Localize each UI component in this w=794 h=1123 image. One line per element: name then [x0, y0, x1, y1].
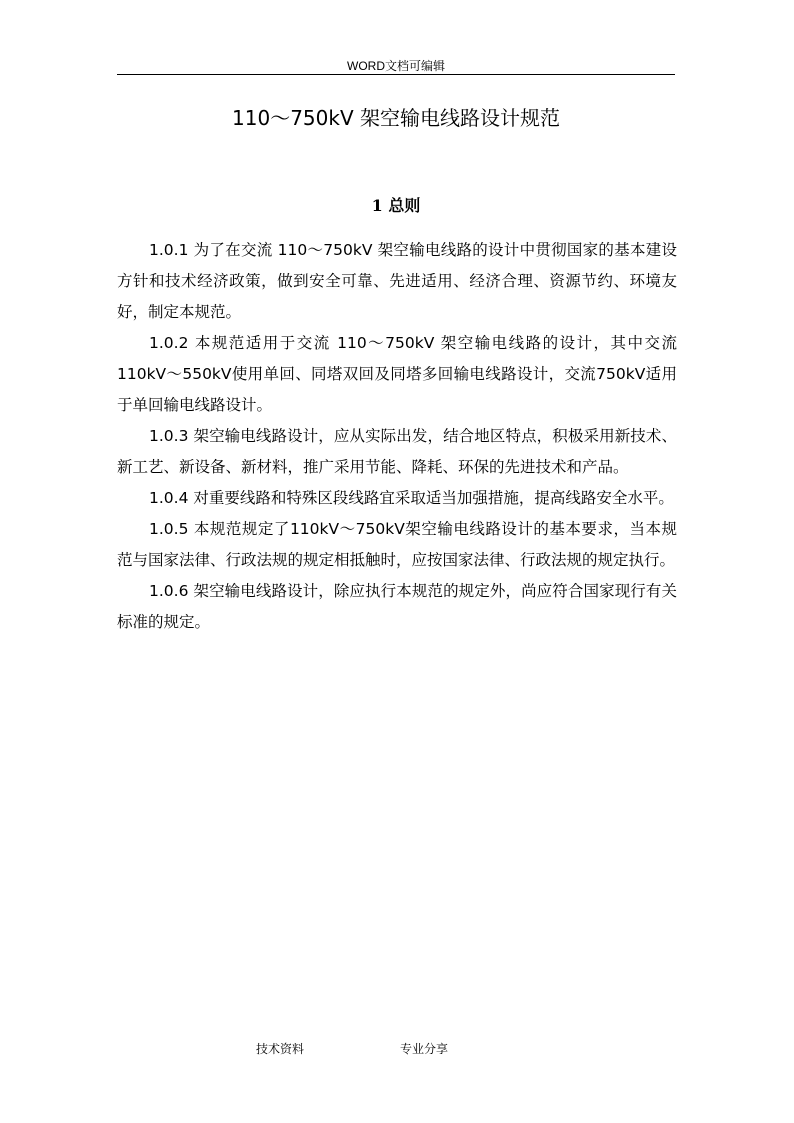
footer-right-text: 专业分享 — [400, 1042, 449, 1056]
paragraph-1-0-2: 1.0.2 本规范适用于交流 110～750kV 架空输电线路的设计，其中交流110kV～550kV使用单回、同塔双回及同塔多回输电线路设计，交流750kV适用于单回输电线路设计。 — [117, 334, 677, 414]
header-divider — [117, 74, 675, 75]
page-header: WORD文档可编辑 — [347, 59, 445, 73]
footer-left-text: 技术资料 — [256, 1042, 305, 1056]
paragraph-1-0-3: 1.0.3 架空输电线路设计，应从实际出发，结合地区特点，积极采用新技术、新工艺、新设备、新材料，推广采用节能、降耗、环保的先进技术和产品。 — [117, 427, 677, 476]
paragraph-1-0-1: 1.0.1 为了在交流 110～750kV 架空输电线路的设计中贯彻国家的基本建设方针和技术经济政策，做到安全可靠、先进适用、经济合理、资源节约、环境友好，制定本规范。 — [117, 241, 677, 321]
document-title: 110～750kV 架空输电线路设计规范 — [232, 106, 560, 130]
paragraph-1-0-4: 1.0.4 对重要线路和特殊区段线路宜采取适当加强措施，提高线路安全水平。 — [149, 489, 674, 507]
chapter-title: 1 总则 — [371, 196, 421, 215]
paragraph-1-0-5: 1.0.5 本规范规定了110kV～750kV架空输电线路设计的基本要求，当本规范与国家法律、行政法规的规定相抵触时，应按国家法律、行政法规的规定执行。 — [117, 520, 677, 569]
document-body — [117, 235, 677, 638]
paragraph-1-0-6: 1.0.6 架空输电线路设计，除应执行本规范的规定外，尚应符合国家现行有关标准的规定。 — [117, 582, 677, 631]
